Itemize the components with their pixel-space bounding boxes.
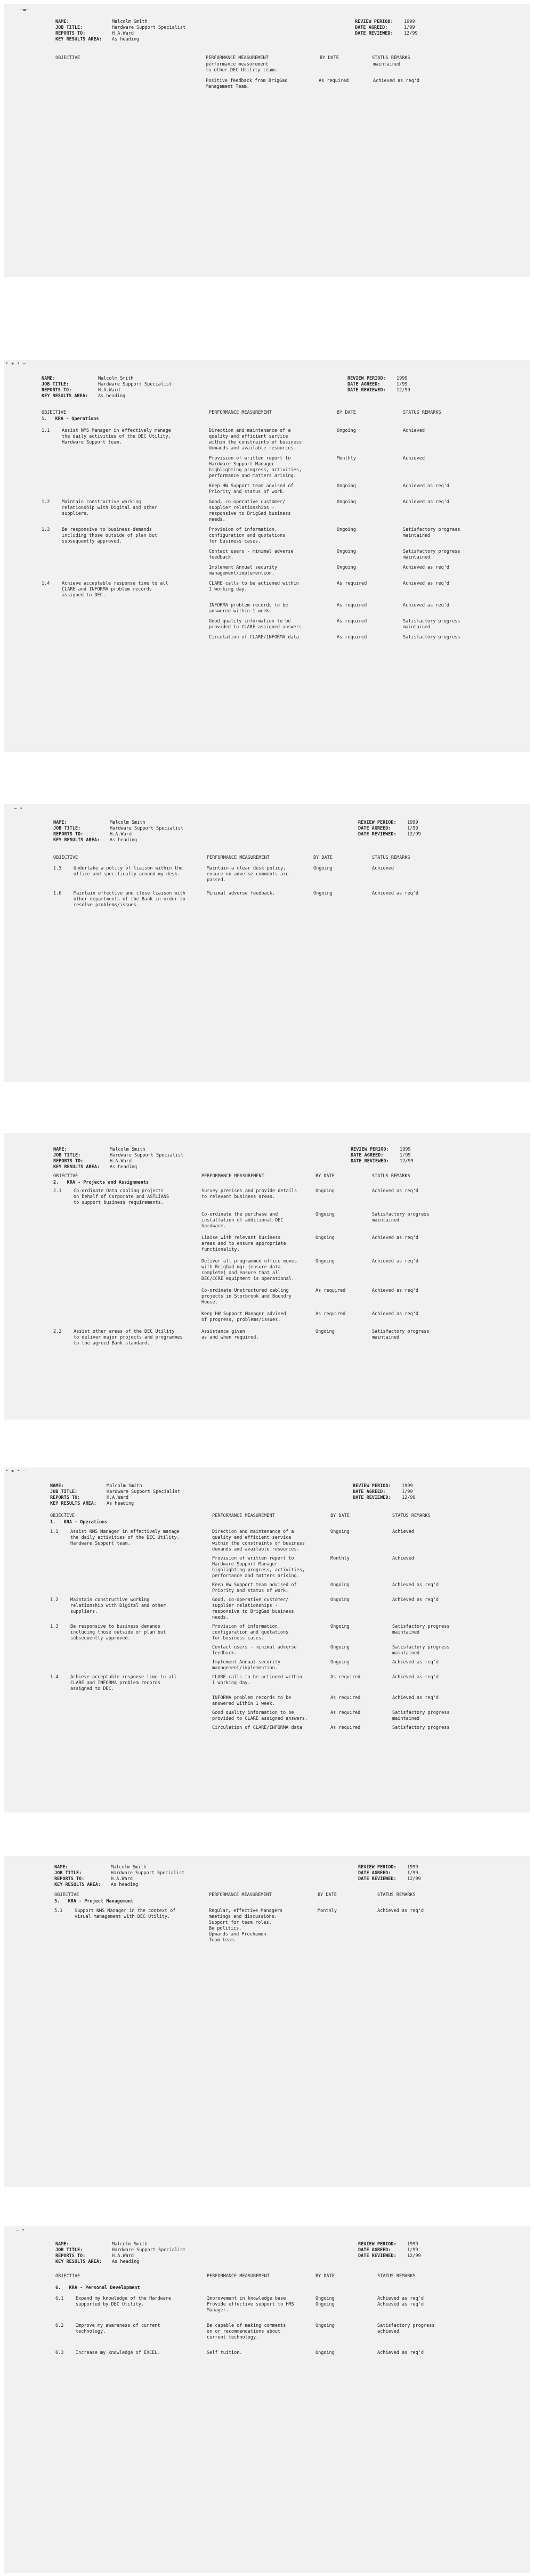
reports-to-value: H.A.Ward bbox=[110, 1159, 132, 1164]
reports-to-label: REPORTS TO: bbox=[50, 1495, 80, 1500]
by-date-value: As required bbox=[319, 78, 349, 84]
header-right bbox=[358, 1865, 421, 1882]
by-date-value: Ongoing bbox=[330, 1597, 350, 1603]
section-heading: 5. KRA - Project Management bbox=[54, 1899, 134, 1904]
by-date-value: Monthly bbox=[337, 456, 356, 461]
performance-measure: Good, co-operative customer/ supplier relationships - responsive to BrigGad business needs. bbox=[212, 1597, 294, 1620]
by-date-value: Ongoing bbox=[337, 428, 356, 433]
reports-to-label: REPORTS TO: bbox=[53, 832, 84, 837]
reports-to-label: REPORTS TO: bbox=[53, 1159, 84, 1164]
kra-label: KEY RESULTS AREA: bbox=[54, 1882, 101, 1888]
objective-text: Maintain constructive working relationship with Digital and other suppliers. bbox=[62, 499, 158, 516]
objective-number: 2.2 bbox=[53, 1329, 62, 1334]
status-remark: Achieved as req'd bbox=[392, 1582, 439, 1588]
reports-to-value: H.A.Ward bbox=[110, 832, 132, 837]
performance-heading: PERFORMANCE MEASUREMENT bbox=[207, 2274, 270, 2279]
status-remark: Achieved bbox=[372, 866, 394, 871]
performance-measure: Implement Annual security management/implemention. bbox=[209, 565, 277, 576]
by-date-value: Monthly bbox=[318, 1908, 337, 1914]
section-heading: 1. KRA - Operations bbox=[50, 1520, 108, 1525]
date-reviewed-label: DATE REVIEWED: bbox=[347, 388, 386, 393]
by-date-value: Ongoing bbox=[313, 891, 333, 896]
performance-measure: Maintain a clear desk policy, ensure no adverse comments are passed. bbox=[207, 866, 289, 883]
page-mark: – • bbox=[16, 2228, 25, 2233]
objective-text: Expand my knowledge of the Hardware supported by DEC Utility. bbox=[76, 2296, 172, 2307]
page-mark: – • bbox=[14, 806, 23, 811]
review-period-value: 1999 bbox=[400, 1147, 411, 1152]
objective-text: Assist NMS Manager in effectively manage the daily activities of the DEC Utility, Hardware Support team. bbox=[70, 1529, 180, 1546]
review-period-value: 1999 bbox=[402, 1483, 413, 1489]
status-remark: Achieved as req'd bbox=[403, 499, 449, 505]
header-right bbox=[355, 19, 418, 37]
review-period-label: REVIEW PERIOD: bbox=[358, 1865, 397, 1870]
performance-heading: PERFORMANCE MEASUREMENT bbox=[201, 1174, 264, 1179]
date-agreed-value: 1/99 bbox=[407, 2247, 418, 2253]
status-remark: Satisfactory progress achieved bbox=[377, 2323, 435, 2334]
by-date-value: Ongoing Ongoing bbox=[315, 2296, 335, 2307]
reports-to-value: H.A.Ward bbox=[111, 1876, 133, 1882]
objective-text: Support NMS Manager in the context of visual management with DEC Utility. bbox=[75, 1908, 176, 1919]
job-title-label: JOB TITLE: bbox=[54, 1871, 82, 1876]
by-date-value: Ongoing bbox=[313, 866, 333, 871]
status-remark: Satisfactory progress maintained bbox=[372, 1329, 430, 1340]
performance-heading: PERFORMANCE MEASUREMENT bbox=[209, 410, 272, 415]
by-date-value: Ongoing bbox=[330, 1529, 350, 1535]
name-label: NAME: bbox=[54, 1865, 68, 1870]
date-agreed-label: DATE AGREED: bbox=[358, 2247, 391, 2253]
status-remark: Achieved as req'd bbox=[372, 1288, 418, 1293]
by-date-value: As required bbox=[315, 1288, 346, 1293]
document-page-3 bbox=[4, 804, 530, 1082]
date-agreed-label: DATE AGREED: bbox=[347, 382, 381, 387]
status-heading: STATUS REMARKS bbox=[372, 55, 410, 61]
kra-value: As heading bbox=[110, 1164, 137, 1170]
review-period-label: REVIEW PERIOD: bbox=[347, 376, 386, 381]
status-remark: Achieved as req'd Achieved as req'd bbox=[377, 2296, 424, 2307]
date-agreed-value: 1/99 bbox=[407, 1871, 418, 1876]
name-label: NAME: bbox=[55, 19, 69, 24]
objective-text: Maintain constructive working relationship with Digital and other suppliers. bbox=[70, 1597, 166, 1614]
name-value: Malcolm Smith bbox=[107, 1483, 142, 1489]
by-date-value: As required bbox=[330, 1675, 361, 1680]
by-date-value: Ongoing bbox=[330, 1645, 350, 1650]
status-heading: STATUS REMARKS bbox=[372, 1174, 410, 1179]
header-right bbox=[347, 376, 410, 393]
performance-measure: Co-ordinate Unstructured cabling projects in Storbrook and Boundry House. bbox=[201, 1288, 292, 1305]
job-title-value: Hardware Support Specialist bbox=[112, 25, 186, 30]
objective-number: 1.3 bbox=[50, 1624, 59, 1629]
objective-number: 2.1 bbox=[53, 1188, 62, 1194]
performance-measure: Contact users - minimal adverse feedback. bbox=[212, 1645, 297, 1656]
status-remark: Satisfactory progress maintained bbox=[392, 1645, 450, 1656]
status-remark: Achieved as req'd bbox=[377, 1908, 424, 1914]
name-value: Malcolm Smith bbox=[98, 376, 134, 381]
page-mark: • ▪ • – bbox=[5, 1469, 26, 1474]
status-remark: Achieved bbox=[392, 1556, 414, 1561]
status-remark: Satisfactory progress maintained bbox=[403, 527, 460, 538]
performance-measure: Keep HW Support team advised of Priority and status of work. bbox=[212, 1582, 297, 1594]
status-remark: Achieved as req'd bbox=[403, 483, 449, 489]
document-page-5 bbox=[4, 1467, 530, 1812]
status-remark: Achieved as req'd bbox=[372, 891, 418, 896]
status-remark: Achieved as req'd bbox=[392, 1675, 439, 1680]
performance-measure: Survey premises and provide details to relevant business areas. bbox=[201, 1188, 297, 1200]
header-right bbox=[353, 1483, 416, 1501]
name-label: NAME: bbox=[55, 2242, 69, 2247]
date-reviewed-value: 12/99 bbox=[402, 1495, 416, 1500]
review-period-label: REVIEW PERIOD: bbox=[351, 1147, 389, 1152]
by-date-value: Ongoing bbox=[315, 1235, 335, 1241]
status-remark: Achieved bbox=[403, 428, 425, 433]
status-remark: Achieved bbox=[403, 456, 425, 461]
date-agreed-label: DATE AGREED: bbox=[351, 1153, 384, 1158]
objective-text: Be responsive to business demands including those outside of plan but subsequently approved. bbox=[70, 1624, 166, 1641]
by-date-value: Ongoing bbox=[337, 499, 356, 505]
by-date-heading: BY DATE bbox=[318, 1892, 337, 1898]
objective-number: 6.3 bbox=[55, 2350, 64, 2356]
status-remark: Achieved as req'd bbox=[403, 581, 449, 586]
objective-number: 1.6 bbox=[53, 891, 62, 896]
performance-measure: Deliver all programmed office moves with BrigGad mgr (ensure data complete) and ensure that all DEC/CCRE equipment is operational. bbox=[201, 1259, 297, 1282]
performance-measure: Be capable of making comments on or recommendations about current technology. bbox=[207, 2323, 286, 2340]
header-left bbox=[53, 1147, 183, 1170]
objective-text: Assist other areas of the DEC Utility to deliver major projects and programmes to the agreed Bank standard. bbox=[74, 1329, 183, 1346]
date-reviewed-label: DATE REVIEWED: bbox=[353, 1495, 391, 1500]
status-remark: Achieved as req'd bbox=[372, 1259, 418, 1264]
by-date-value: Ongoing bbox=[330, 1624, 350, 1629]
kra-label: KEY RESULTS AREA: bbox=[50, 1501, 96, 1506]
performance-measure: Circulation of CLARE/INFORMA data bbox=[209, 635, 299, 640]
performance-heading: PERFORMANCE MEASUREMENT bbox=[212, 1513, 275, 1519]
name-label: NAME: bbox=[50, 1483, 64, 1489]
by-date-heading: BY DATE bbox=[337, 410, 356, 415]
status-remark: Achieved as req'd bbox=[392, 1597, 439, 1603]
performance-heading: PERFORMANCE MEASUREMENT bbox=[206, 55, 269, 61]
by-date-value: Ongoing bbox=[315, 1212, 335, 1217]
job-title-value: Hardware Support Specialist bbox=[110, 1153, 184, 1158]
objective-heading: OBJECTIVE bbox=[53, 1174, 78, 1179]
kra-label: KEY RESULTS AREA: bbox=[53, 838, 100, 843]
status-heading: STATUS REMARKS bbox=[403, 410, 441, 415]
header-left bbox=[42, 376, 172, 399]
by-date-value: Ongoing bbox=[337, 549, 356, 554]
job-title-label: JOB TITLE: bbox=[42, 382, 69, 387]
objective-number: 1.2 bbox=[42, 499, 50, 505]
date-reviewed-label: DATE REVIEWED: bbox=[358, 832, 397, 837]
performance-measure: CLARE calls to be actioned within 1 working day. bbox=[209, 581, 299, 592]
performance-measure: Implement Annual security management/implemention. bbox=[212, 1660, 280, 1671]
name-label: NAME: bbox=[42, 376, 55, 381]
performance-measure: Assistance given as and when required. bbox=[201, 1329, 259, 1340]
objective-text: Maintain effective and close liaison with other departments of the Bank in order to resolve problems/issues. bbox=[74, 891, 185, 908]
objective-number: 6.2 bbox=[55, 2323, 64, 2328]
name-label: NAME: bbox=[53, 820, 67, 825]
status-heading: STATUS REMARKS bbox=[372, 855, 410, 860]
performance-measure: Good, co-operative customer/ supplier relationships - responsive to BrigGad business needs. bbox=[209, 499, 291, 522]
by-date-heading: BY DATE bbox=[320, 55, 339, 61]
header-left bbox=[55, 2242, 185, 2265]
document-page-4 bbox=[4, 1133, 530, 1420]
objective-heading: OBJECTIVE bbox=[54, 1892, 79, 1898]
by-date-value: As required bbox=[337, 581, 367, 586]
performance-measure: Keep HW Support team advised of Priority and status of work. bbox=[209, 483, 294, 495]
review-period-label: REVIEW PERIOD: bbox=[355, 19, 393, 24]
performance-measure: Minimal adverse feedback. bbox=[207, 891, 275, 896]
by-date-value: Ongoing bbox=[315, 1188, 335, 1194]
reports-to-value: H.A.Ward bbox=[112, 31, 134, 36]
objective-heading: OBJECTIVE bbox=[55, 55, 80, 61]
reports-to-value: H.A.Ward bbox=[107, 1495, 128, 1500]
review-period-label: REVIEW PERIOD: bbox=[358, 2242, 397, 2247]
objective-text: Assist NMS Manager in effectively manage the daily activities of the DEC Utility, Hardware Support team. bbox=[62, 428, 171, 445]
objective-number: 1.4 bbox=[42, 581, 50, 586]
date-agreed-label: DATE AGREED: bbox=[358, 1871, 391, 1876]
date-reviewed-value: 12/99 bbox=[407, 1876, 421, 1882]
reports-to-value: H.A.Ward bbox=[112, 2253, 134, 2259]
status-remark: Achieved bbox=[392, 1529, 414, 1535]
by-date-value: As required bbox=[337, 635, 367, 640]
performance-heading: PERFORMANCE MEASUREMENT bbox=[207, 855, 270, 860]
by-date-value: Ongoing bbox=[337, 483, 356, 489]
section-heading: 1. KRA - Operations bbox=[42, 416, 99, 422]
review-period-label: REVIEW PERIOD: bbox=[353, 1483, 391, 1489]
objective-text: Undertake a policy of liaison within the office and specifically around my desk. bbox=[74, 866, 183, 877]
reports-to-label: REPORTS TO: bbox=[55, 31, 86, 36]
header-left bbox=[55, 19, 185, 43]
status-heading: STATUS REMARKS bbox=[377, 1892, 416, 1898]
by-date-heading: BY DATE bbox=[330, 1513, 350, 1519]
objective-heading: OBJECTIVE bbox=[50, 1513, 75, 1519]
objective-number: 1.1 bbox=[50, 1529, 59, 1535]
status-remark: Satisfactory progress maintained bbox=[372, 1212, 430, 1223]
date-reviewed-label: DATE REVIEWED: bbox=[358, 2253, 397, 2259]
performance-measure: Provision of information, configuration and quotations for business cases. bbox=[209, 527, 286, 544]
by-date-value: Ongoing bbox=[330, 1582, 350, 1588]
by-date-heading: BY DATE bbox=[313, 855, 333, 860]
date-reviewed-value: 12/99 bbox=[407, 2253, 421, 2259]
objective-number: 5.1 bbox=[54, 1908, 63, 1914]
date-agreed-value: 1/99 bbox=[407, 826, 418, 831]
performance-measure: Direction and maintenance of a quality and efficient service within the constraints of business demands and available resources. bbox=[209, 428, 302, 451]
kra-label: KEY RESULTS AREA: bbox=[55, 37, 102, 42]
kra-label: KEY RESULTS AREA: bbox=[42, 393, 88, 399]
status-remark: Achieved as req'd bbox=[403, 565, 449, 570]
objective-text: Achieve acceptable response time to all CLARE and INFORMA problem records assigned to DEC. bbox=[62, 581, 168, 598]
objective-heading: OBJECTIVE bbox=[53, 855, 78, 860]
performance-measure: Provision of written report to Hardware Support Manager highlighting progress, activities, performance and matters arising. bbox=[212, 1556, 305, 1579]
reports-to-label: REPORTS TO: bbox=[42, 388, 72, 393]
performance-measure: Contact users - minimal adverse feedback. bbox=[209, 549, 294, 560]
status-remark: Achieved as req'd bbox=[373, 78, 419, 84]
job-title-label: JOB TITLE: bbox=[53, 1153, 81, 1158]
performance-measure: INFORMA problem records to be answered within 1 week. bbox=[209, 603, 288, 614]
page-mark: —▬— bbox=[20, 7, 29, 13]
objective-number: 6.1 bbox=[55, 2296, 64, 2301]
job-title-value: Hardware Support Specialist bbox=[111, 1871, 185, 1876]
document-page-6 bbox=[4, 1856, 530, 2187]
performance-measure: performance measurement to other DEC Utility teams. bbox=[206, 62, 280, 73]
objective-number: 1.3 bbox=[42, 527, 50, 532]
date-agreed-value: 1/99 bbox=[400, 1153, 411, 1158]
document-page-1 bbox=[4, 4, 530, 277]
review-period-value: 1999 bbox=[404, 19, 415, 24]
date-agreed-value: 1/99 bbox=[402, 1489, 413, 1495]
date-agreed-label: DATE AGREED: bbox=[353, 1489, 386, 1495]
objective-text: Co-ordinate Data cabling projects on behalf of Corporate and ASTLIANS to support business requirements. bbox=[74, 1188, 169, 1205]
by-date-value: Ongoing bbox=[315, 2323, 335, 2328]
performance-measure: Liaise with relevant business areas and to ensure appropriate functionality. bbox=[201, 1235, 286, 1252]
status-heading: STATUS REMARKS bbox=[377, 2274, 416, 2279]
document-page-7 bbox=[4, 2226, 530, 2573]
kra-label: KEY RESULTS AREA: bbox=[53, 1164, 100, 1170]
by-date-value: As required bbox=[330, 1725, 361, 1730]
status-remark: Achieved as req'd bbox=[392, 1660, 439, 1665]
kra-value: As heading bbox=[110, 838, 137, 843]
objective-number: 1.5 bbox=[53, 866, 62, 871]
date-reviewed-value: 12/99 bbox=[397, 388, 410, 393]
by-date-value: Ongoing bbox=[315, 1259, 335, 1264]
reports-to-label: REPORTS TO: bbox=[55, 2253, 86, 2259]
by-date-value: Ongoing bbox=[337, 527, 356, 532]
job-title-label: JOB TITLE: bbox=[55, 2247, 83, 2253]
by-date-value: As required bbox=[330, 1695, 361, 1701]
performance-measure: Improvement in knowledge base Provide effective support to HMS Manager. bbox=[207, 2296, 294, 2313]
status-heading: STATUS REMARKS bbox=[392, 1513, 431, 1519]
date-agreed-value: 1/99 bbox=[397, 382, 408, 387]
performance-measure: Provision of written report to Hardware Support Manager highlighting progress, activities, performance and matters arising. bbox=[209, 456, 302, 479]
objective-number: 1.2 bbox=[50, 1597, 59, 1603]
status-remark: Satisfactory progress maintained bbox=[392, 1624, 450, 1635]
job-title-value: Hardware Support Specialist bbox=[98, 382, 172, 387]
date-reviewed-value: 12/99 bbox=[400, 1159, 414, 1164]
status-remark: maintained bbox=[373, 62, 401, 67]
name-value: Malcolm Smith bbox=[111, 1865, 147, 1870]
kra-value: As heading bbox=[98, 393, 126, 399]
kra-value: As heading bbox=[107, 1501, 134, 1506]
header-left bbox=[50, 1483, 180, 1507]
page-mark: • ▪ • – bbox=[5, 361, 26, 366]
header-right bbox=[358, 820, 421, 838]
job-title-value: Hardware Support Specialist bbox=[107, 1489, 181, 1495]
kra-label: KEY RESULTS AREA: bbox=[55, 2259, 102, 2265]
status-remark: Satisfactory progress bbox=[392, 1725, 450, 1730]
status-remark: Achieved as req'd bbox=[403, 603, 449, 608]
by-date-value: Ongoing bbox=[337, 565, 356, 570]
by-date-value: As required bbox=[337, 603, 367, 608]
objective-number: 1.1 bbox=[42, 428, 50, 433]
objective-heading: OBJECTIVE bbox=[55, 2274, 80, 2279]
by-date-value: Ongoing bbox=[330, 1660, 350, 1665]
name-value: Malcolm Smith bbox=[110, 820, 145, 825]
review-period-value: 1999 bbox=[407, 1865, 418, 1870]
by-date-value: Ongoing bbox=[315, 2350, 335, 2356]
reports-to-label: REPORTS TO: bbox=[54, 1876, 85, 1882]
kra-value: As heading bbox=[111, 1882, 139, 1888]
name-value: Malcolm Smith bbox=[112, 19, 148, 24]
performance-measure: INFORMA problem records to be answered within 1 week. bbox=[212, 1695, 292, 1707]
job-title-label: JOB TITLE: bbox=[50, 1489, 78, 1495]
job-title-value: Hardware Support Specialist bbox=[110, 826, 184, 831]
performance-measure: Good quality information to be provided to CLARE assigned answers. bbox=[209, 619, 305, 630]
review-period-value: 1999 bbox=[407, 820, 418, 825]
performance-measure: Provision of information, configuration and quotations for business cases. bbox=[212, 1624, 289, 1641]
date-agreed-value: 1/99 bbox=[404, 25, 415, 30]
status-remark: Satisfactory progress maintained bbox=[403, 619, 460, 630]
by-date-heading: BY DATE bbox=[315, 1174, 335, 1179]
by-date-value: As required bbox=[330, 1710, 361, 1716]
date-reviewed-label: DATE REVIEWED: bbox=[351, 1159, 389, 1164]
status-remark: Achieved as req'd bbox=[377, 2350, 424, 2356]
objective-text: Be responsive to business demands including those outside of plan but subsequently approved. bbox=[62, 527, 158, 544]
by-date-value: Ongoing bbox=[315, 1329, 335, 1334]
job-title-value: Hardware Support Specialist bbox=[112, 2247, 186, 2253]
status-remark: Satisfactory progress maintained bbox=[403, 549, 460, 560]
name-value: Malcolm Smith bbox=[112, 2242, 148, 2247]
performance-measure: Regular, effective Managers meetings and discussions. Support for team roles. Be politics. Upwards and Prochamon Team team. bbox=[209, 1908, 283, 1943]
document-page-2 bbox=[4, 360, 530, 752]
performance-measure: Circulation of CLARE/INFORMA data bbox=[212, 1725, 302, 1730]
status-remark: Satisfactory progress maintained bbox=[392, 1710, 450, 1721]
performance-measure: CLARE calls to be actioned within 1 working day. bbox=[212, 1675, 302, 1686]
by-date-heading: BY DATE bbox=[315, 2274, 335, 2279]
kra-value: As heading bbox=[112, 2259, 140, 2265]
job-title-label: JOB TITLE: bbox=[53, 826, 81, 831]
job-title-label: JOB TITLE: bbox=[55, 25, 83, 30]
date-reviewed-label: DATE REVIEWED: bbox=[358, 1876, 397, 1882]
status-remark: Achieved as req'd bbox=[372, 1235, 418, 1241]
section-heading: 2. KRA - Projects and Assignments bbox=[53, 1180, 149, 1185]
by-date-value: Monthly bbox=[330, 1556, 350, 1561]
reports-to-value: H.A.Ward bbox=[98, 388, 120, 393]
name-value: Malcolm Smith bbox=[110, 1147, 145, 1152]
date-agreed-label: DATE AGREED: bbox=[355, 25, 388, 30]
header-right bbox=[351, 1147, 414, 1164]
status-remark: Achieved as req'd bbox=[372, 1311, 418, 1317]
performance-heading: PERFORMANCE MEASUREMENT bbox=[209, 1892, 272, 1898]
objective-text: Improve my awareness of current technology. bbox=[76, 2323, 160, 2334]
objective-text: Achieve acceptable response time to all CLARE and INFORMA problem records assigned to DEC. bbox=[70, 1675, 177, 1692]
date-reviewed-value: 12/99 bbox=[407, 832, 421, 837]
header-left bbox=[53, 820, 183, 843]
date-reviewed-value: 12/99 bbox=[404, 31, 418, 36]
header-left bbox=[54, 1865, 184, 1888]
header-right bbox=[358, 2242, 421, 2259]
status-remark: Achieved as req'd bbox=[392, 1695, 439, 1701]
by-date-value: As required bbox=[337, 619, 367, 624]
status-remark: Achieved as req'd bbox=[372, 1188, 418, 1194]
objective-heading: OBJECTIVE bbox=[42, 410, 67, 415]
objective-text: Increase my knowledge of EXCEL. bbox=[76, 2350, 160, 2356]
performance-measure: Keep HW Support Manager advised of progress, problems/issues. bbox=[201, 1311, 286, 1323]
performance-measure: Positive feedback from BrigGad Management Team. bbox=[206, 78, 288, 89]
review-period-value: 1999 bbox=[397, 376, 408, 381]
review-period-label: REVIEW PERIOD: bbox=[358, 820, 397, 825]
performance-measure: Self tuition. bbox=[207, 2350, 242, 2356]
section-heading: 6. KRA - Personal Development bbox=[55, 2285, 140, 2291]
kra-value: As heading bbox=[112, 37, 140, 42]
objective-number: 1.4 bbox=[50, 1675, 59, 1680]
by-date-value: As required bbox=[315, 1311, 346, 1317]
review-period-value: 1999 bbox=[407, 2242, 418, 2247]
date-agreed-label: DATE AGREED: bbox=[358, 826, 391, 831]
performance-measure: Co-ordinate the purchase and installation of additional DEC hardware. bbox=[201, 1212, 284, 1229]
name-label: NAME: bbox=[53, 1147, 67, 1152]
date-reviewed-label: DATE REVIEWED: bbox=[355, 31, 393, 36]
performance-measure: Direction and maintenance of a quality and efficient service within the constraints of business demands and available resources. bbox=[212, 1529, 305, 1552]
status-remark: Satisfactory progress bbox=[403, 635, 460, 640]
performance-measure: Good quality information to be provided to CLARE assigned answers. bbox=[212, 1710, 308, 1721]
